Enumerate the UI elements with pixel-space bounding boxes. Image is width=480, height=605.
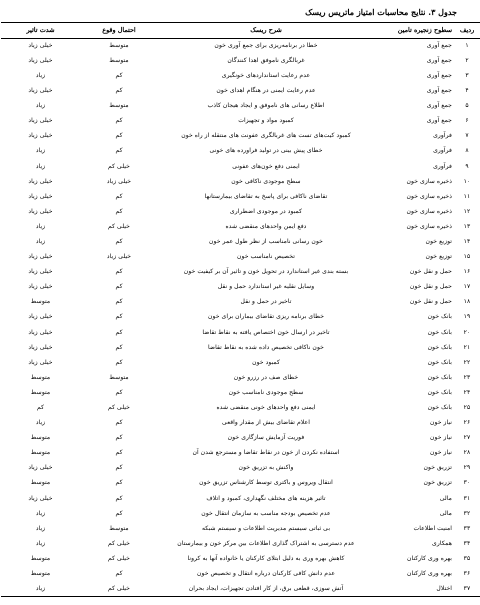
- probability-cell: کم: [115, 434, 123, 442]
- risk-description-cell: خون ناکافی تخصیص داده شده به نقاط تقاضا: [208, 343, 324, 351]
- supply-chain-level-cell: توزیع خون: [425, 253, 452, 261]
- header-row: [1, 23, 480, 39]
- table-row: [1, 189, 480, 204]
- row-number-cell: ۶: [465, 117, 469, 125]
- row-number-cell: ۲۴: [463, 388, 471, 396]
- probability-cell: کم: [115, 71, 123, 79]
- severity-cell: خیلی زیاد: [28, 253, 53, 261]
- risk-description-cell: خطای صف در رزرو خون: [233, 373, 299, 381]
- risk-description-cell: کمبود مواد و تجهیزات: [238, 117, 294, 125]
- row-number-cell: ۲۹: [463, 464, 471, 472]
- table-row: [1, 69, 480, 84]
- probability-cell: خیلی کم: [108, 162, 130, 170]
- row-number-cell: ۱۹: [463, 313, 471, 321]
- severity-cell: خیلی زیاد: [28, 56, 53, 64]
- supply-chain-level-cell: بهره وری کارکنان: [406, 554, 452, 562]
- risk-matrix-table: [1, 22, 480, 597]
- probability-cell: خیلی کم: [108, 539, 130, 547]
- probability-cell: کم: [115, 298, 123, 306]
- risk-description-cell: کمبود خون: [252, 358, 280, 366]
- table-row: [1, 99, 480, 114]
- header-severity: شدت تاثیر: [1, 23, 80, 39]
- severity-cell: متوسط: [30, 570, 51, 578]
- table-row: [1, 205, 480, 220]
- row-number-cell: ۱۳: [463, 222, 471, 230]
- table-row: [1, 401, 480, 416]
- row-number-cell: ۹: [465, 162, 469, 170]
- risk-description-cell: تاخیر در حمل و نقل: [240, 298, 292, 306]
- probability-cell: متوسط: [109, 102, 129, 110]
- severity-cell: خیلی زیاد: [28, 177, 53, 185]
- row-number-cell: ۳۱: [463, 494, 471, 502]
- risk-description-cell: ایمنی دفع خون‌های عفونی: [232, 162, 300, 170]
- supply-chain-level-cell: حمل و نقل خون: [409, 298, 452, 306]
- table-row: [1, 159, 480, 174]
- supply-chain-level-cell: بانک خون: [427, 328, 452, 336]
- probability-cell: کم: [115, 388, 123, 396]
- row-number-cell: ۲۷: [463, 434, 471, 442]
- risk-description-cell: خطای برنامه ریزی تقاضای بیماران برای خون: [207, 313, 325, 321]
- severity-cell: خیلی زیاد: [28, 268, 53, 276]
- probability-cell: کم: [115, 464, 123, 472]
- table-row: [1, 446, 480, 461]
- severity-cell: خیلی زیاد: [28, 464, 53, 472]
- severity-cell: خیلی زیاد: [28, 87, 53, 95]
- severity-cell: زیاد: [35, 162, 46, 170]
- row-number-cell: ۳: [465, 71, 469, 79]
- risk-description-cell: عدم رعایت استانداردهای خونگیری: [221, 71, 311, 79]
- table-row: [1, 220, 480, 235]
- row-number-cell: ۲۳: [463, 373, 471, 381]
- risk-description-cell: تاخیر در ارسال خون اختصاص یافته به نقاط تقاضا: [202, 328, 330, 336]
- row-number-cell: ۸: [465, 147, 469, 155]
- row-number-cell: ۲۵: [463, 404, 471, 411]
- supply-chain-level-cell: جمع آوری: [426, 102, 452, 110]
- supply-chain-level-cell: بانک خون: [427, 343, 452, 351]
- supply-chain-level-cell: جمع آوری: [426, 56, 452, 64]
- table-row: [1, 84, 480, 99]
- table-row: [1, 54, 480, 69]
- probability-cell: کم: [115, 343, 123, 351]
- supply-chain-level-cell: فرآوری: [433, 132, 452, 140]
- supply-chain-level-cell: ذخیره سازی خون: [406, 192, 452, 200]
- severity-cell: خیلی زیاد: [28, 192, 53, 200]
- table-row: [1, 39, 480, 54]
- row-number-cell: ۳۴: [463, 539, 471, 547]
- supply-chain-level-cell: نیاز خون: [430, 419, 452, 427]
- supply-chain-level-cell: جمع آوری: [426, 87, 452, 95]
- table-row: [1, 461, 480, 476]
- supply-chain-level-cell: ذخیره سازی خون: [406, 177, 452, 185]
- severity-cell: کم: [36, 404, 45, 411]
- row-number-cell: ۳۷: [454, 582, 480, 597]
- probability-cell: کم: [115, 479, 123, 487]
- table-row: [1, 416, 480, 431]
- risk-description-cell: وسایل نقلیه غیر استاندارد حمل و نقل: [217, 283, 315, 291]
- table-row: [1, 174, 480, 189]
- supply-chain-level-cell: جمع آوری: [426, 71, 452, 79]
- supply-chain-level-cell: بانک خون: [427, 358, 452, 366]
- row-number-cell: ۱۱: [463, 192, 471, 200]
- table-row: [1, 522, 480, 537]
- severity-cell: متوسط: [30, 449, 51, 457]
- probability-cell: کم: [115, 117, 123, 125]
- severity-cell: متوسط: [30, 554, 51, 562]
- table-row: [1, 325, 480, 340]
- supply-chain-level-cell: تزریق خون: [423, 479, 452, 487]
- header-row-number: ردیف: [454, 23, 480, 39]
- severity-cell: خیلی زیاد: [28, 207, 53, 215]
- row-number-cell: ۳۲: [463, 509, 471, 517]
- severity-cell: متوسط: [30, 434, 51, 442]
- table-row: [1, 340, 480, 355]
- risk-description-cell: بی ثباتی سیستم مدیریت اطلاعات و سیستم شبکه: [201, 524, 331, 532]
- risk-description-cell: عدم رعایت ایمنی در هنگام اهدای خون: [216, 87, 316, 95]
- supply-chain-level-cell: امنیت اطلاعات: [413, 524, 452, 532]
- supply-chain-level-cell: بانک خون: [427, 373, 452, 381]
- table-row: [1, 431, 480, 446]
- row-number-cell: ۱۸: [463, 298, 471, 306]
- probability-cell: کم: [115, 87, 123, 95]
- risk-description-cell: اطلاع رسانی های ناموفق و ایجاد هیجان کاذب: [207, 102, 325, 110]
- table-row: [1, 491, 480, 506]
- header-supply-chain-level: سطوح زنجیره تامین: [374, 23, 454, 39]
- severity-cell: متوسط: [30, 298, 51, 306]
- risk-description-cell: سطح موجودی نامناسب خون: [228, 388, 304, 396]
- row-number-cell: ۷: [465, 132, 469, 140]
- severity-cell: متوسط: [30, 388, 51, 396]
- table-row: [1, 371, 480, 386]
- probability-cell: کم: [115, 283, 123, 291]
- table-row: [1, 250, 480, 265]
- severity-cell: زیاد: [35, 524, 46, 532]
- row-number-cell: ۱۵: [463, 253, 471, 261]
- supply-chain-level-cell: ذخیره سازی خون: [406, 222, 452, 230]
- severity-cell: زیاد: [35, 102, 46, 110]
- severity-cell: متوسط: [30, 373, 51, 381]
- table-row: [1, 582, 480, 597]
- supply-chain-level-cell: مالی: [439, 494, 452, 502]
- supply-chain-level-cell: بهره وری کارکنان: [406, 570, 452, 578]
- severity-cell: زیاد: [1, 582, 80, 597]
- row-number-cell: ۳۵: [463, 554, 471, 562]
- supply-chain-level-cell: فرآوری: [433, 147, 452, 155]
- risk-description-cell: خطای پیش بینی در تولید فراورده های خونی: [209, 147, 323, 155]
- table-row: [1, 129, 480, 144]
- row-number-cell: ۳۰: [463, 479, 471, 487]
- row-number-cell: ۲۰: [463, 328, 471, 336]
- risk-description-cell: بسته بندی غیر استاندارد در تحویل خون و تاثیر آن بر کیفیت خون: [183, 268, 349, 276]
- table-body: [1, 39, 480, 597]
- risk-description-cell: آتش سوزی، قطعی برق، از کار افتادن تجهیزات، ایجاد بحران: [158, 582, 374, 597]
- table-row: [1, 386, 480, 401]
- risk-description-cell: تاثیر هزینه های مختلف نگهداری، کمبود و اتلاف: [206, 494, 326, 502]
- supply-chain-level-cell: توزیع خون: [425, 237, 452, 245]
- supply-chain-level-cell: تزریق خون: [423, 464, 452, 472]
- risk-description-cell: عدم تخصیص بودجه مناسب به سازمان انتقال خون: [201, 509, 331, 517]
- table-row: [1, 567, 480, 582]
- severity-cell: زیاد: [35, 419, 46, 427]
- supply-chain-level-cell: جمع آوری: [426, 117, 452, 125]
- severity-cell: زیاد: [35, 509, 46, 517]
- supply-chain-level-cell: همکاری: [432, 539, 452, 547]
- risk-description-cell: واکنش به تزریق خون: [238, 464, 294, 472]
- probability-cell: متوسط: [109, 524, 129, 532]
- risk-description-cell: کمبود در موجودی اضطراری: [229, 207, 303, 215]
- supply-chain-level-cell: نیاز خون: [430, 449, 452, 457]
- supply-chain-level-cell: نیاز خون: [430, 434, 452, 442]
- severity-cell: زیاد: [35, 71, 46, 79]
- row-number-cell: ۱۰: [463, 177, 471, 185]
- probability-cell: کم: [115, 268, 123, 276]
- severity-cell: خیلی زیاد: [28, 358, 53, 366]
- severity-cell: خیلی زیاد: [28, 283, 53, 291]
- risk-description-cell: فوریت آزمایش سازگاری خون: [227, 434, 305, 442]
- severity-cell: خیلی زیاد: [28, 132, 53, 140]
- row-number-cell: ۵: [465, 102, 469, 110]
- row-number-cell: ۳۶: [463, 570, 471, 578]
- severity-cell: زیاد: [35, 147, 46, 155]
- supply-chain-level-cell: فرآوری: [433, 162, 452, 170]
- row-number-cell: ۱۲: [463, 207, 471, 215]
- probability-cell: کم: [115, 419, 123, 427]
- supply-chain-level-cell: اختلال: [374, 582, 454, 597]
- severity-cell: خیلی زیاد: [28, 313, 53, 321]
- row-number-cell: ۲۲: [463, 358, 471, 366]
- probability-cell: خیلی کم: [108, 222, 130, 230]
- probability-cell: کم: [115, 328, 123, 336]
- row-number-cell: ۱۴: [463, 237, 471, 245]
- risk-description-cell: سطح موجودی ناکافی خون: [231, 177, 301, 185]
- header-risk-description: شرح ریسک: [158, 23, 374, 39]
- risk-description-cell: تقاضای ناکافی برای پاسخ به تقاضای بیمارستانها: [204, 192, 328, 200]
- probability-cell: کم: [115, 494, 123, 502]
- risk-description-cell: کمبود کیت‌های تست های غربالگری عفونت های منتقله از راه خون: [181, 132, 351, 140]
- table-row: [1, 552, 480, 567]
- row-number-cell: ۲۶: [463, 419, 471, 427]
- supply-chain-level-cell: ذخیره سازی خون: [406, 207, 452, 215]
- table-row: [1, 537, 480, 552]
- severity-cell: متوسط: [30, 479, 51, 487]
- severity-cell: زیاد: [35, 222, 46, 230]
- probability-cell: متوسط: [109, 373, 129, 381]
- severity-cell: خیلی زیاد: [28, 343, 53, 351]
- supply-chain-level-cell: بانک خون: [427, 388, 452, 396]
- supply-chain-level-cell: مالی: [439, 509, 452, 517]
- supply-chain-level-cell: بانک خون: [427, 313, 452, 321]
- row-number-cell: ۳۳: [463, 524, 471, 532]
- probability-cell: متوسط: [109, 56, 129, 64]
- probability-cell: کم: [115, 192, 123, 200]
- row-number-cell: ۱: [465, 42, 469, 49]
- risk-description-cell: اعلام تقاضای بیش از مقدار واقعی: [222, 419, 310, 427]
- table-row: [1, 310, 480, 325]
- probability-cell: خیلی کم: [108, 404, 130, 411]
- probability-cell: خیلی زیاد: [106, 177, 132, 185]
- row-number-cell: ۱۶: [463, 268, 471, 276]
- row-number-cell: ۱۷: [463, 283, 471, 291]
- severity-cell: زیاد: [35, 539, 46, 547]
- risk-description-cell: خون رسانی نامناسب از نظر طول عمر خون: [209, 237, 323, 245]
- row-number-cell: ۲۸: [463, 449, 471, 457]
- severity-cell: خیلی زیاد: [28, 42, 53, 49]
- probability-cell: کم: [115, 147, 123, 155]
- risk-description-cell: خطا در برنامه‌ریزی برای جمع آوری خون: [214, 42, 318, 49]
- risk-description-cell: انتقال ویروس و باکتری توسط کارشناس تزریق خون: [199, 479, 333, 487]
- table-header: [1, 23, 480, 39]
- supply-chain-level-cell: جمع آوری: [426, 42, 452, 49]
- table-row: [1, 476, 480, 491]
- supply-chain-level-cell: حمل و نقل خون: [409, 268, 452, 276]
- probability-cell: کم: [115, 132, 123, 140]
- probability-cell: کم: [115, 313, 123, 321]
- risk-description-cell: کاهش بهره وری به دلیل ابتلای کارکنان یا خانواده آنها به کرونا: [187, 554, 345, 562]
- probability-cell: خیلی کم: [108, 554, 130, 562]
- probability-cell: خیلی زیاد: [106, 253, 132, 261]
- table-row: [1, 144, 480, 159]
- risk-description-cell: غربالگری ناموفق اهدا کنندگان: [227, 56, 305, 64]
- probability-cell: کم: [115, 449, 123, 457]
- table-row: [1, 265, 480, 280]
- row-number-cell: ۴: [465, 87, 469, 95]
- risk-description-cell: عدم دسترسی به اشتراک گذاری اطلاعات بین مرکز خون و بیمارستان: [177, 539, 355, 547]
- probability-cell: کم: [115, 207, 123, 215]
- severity-cell: خیلی زیاد: [28, 117, 53, 125]
- table-row: [1, 355, 480, 370]
- risk-description-cell: دفع ایمن واحدهای منقضی شده: [225, 222, 307, 230]
- probability-cell: کم: [115, 509, 123, 517]
- row-number-cell: ۲: [465, 56, 469, 64]
- probability-cell: متوسط: [109, 42, 129, 49]
- supply-chain-level-cell: حمل و نقل خون: [409, 283, 452, 291]
- table-row: [1, 114, 480, 129]
- risk-description-cell: عدم دانش کافی کارکنان درباره انتقال و تخصیص خون: [196, 570, 336, 578]
- header-probability: احتمال وقوع: [80, 23, 158, 39]
- risk-description-cell: تخصیص نامناسب خون: [237, 253, 295, 261]
- probability-cell: خیلی کم: [80, 582, 158, 597]
- severity-cell: خیلی زیاد: [28, 328, 53, 336]
- probability-cell: کم: [115, 570, 123, 578]
- severity-cell: زیاد: [35, 237, 46, 245]
- table-row: [1, 506, 480, 521]
- table-row: [1, 295, 480, 310]
- risk-description-cell: ایمنی دفع واحدهای خونی منقضی شده: [216, 404, 316, 411]
- risk-description-cell: استفاده نکردن از خون در نقاط تقاضا و مسترجع شدن آن: [192, 449, 340, 457]
- severity-cell: خیلی زیاد: [28, 494, 53, 502]
- table-row: [1, 235, 480, 250]
- table-caption: جدول ۳. نتایج محاسبات امتیاز ماتریس ریسک: [305, 7, 457, 17]
- probability-cell: کم: [115, 237, 123, 245]
- table-row: [1, 280, 480, 295]
- probability-cell: کم: [115, 358, 123, 366]
- supply-chain-level-cell: بانک خون: [427, 404, 452, 411]
- row-number-cell: ۲۱: [463, 343, 471, 351]
